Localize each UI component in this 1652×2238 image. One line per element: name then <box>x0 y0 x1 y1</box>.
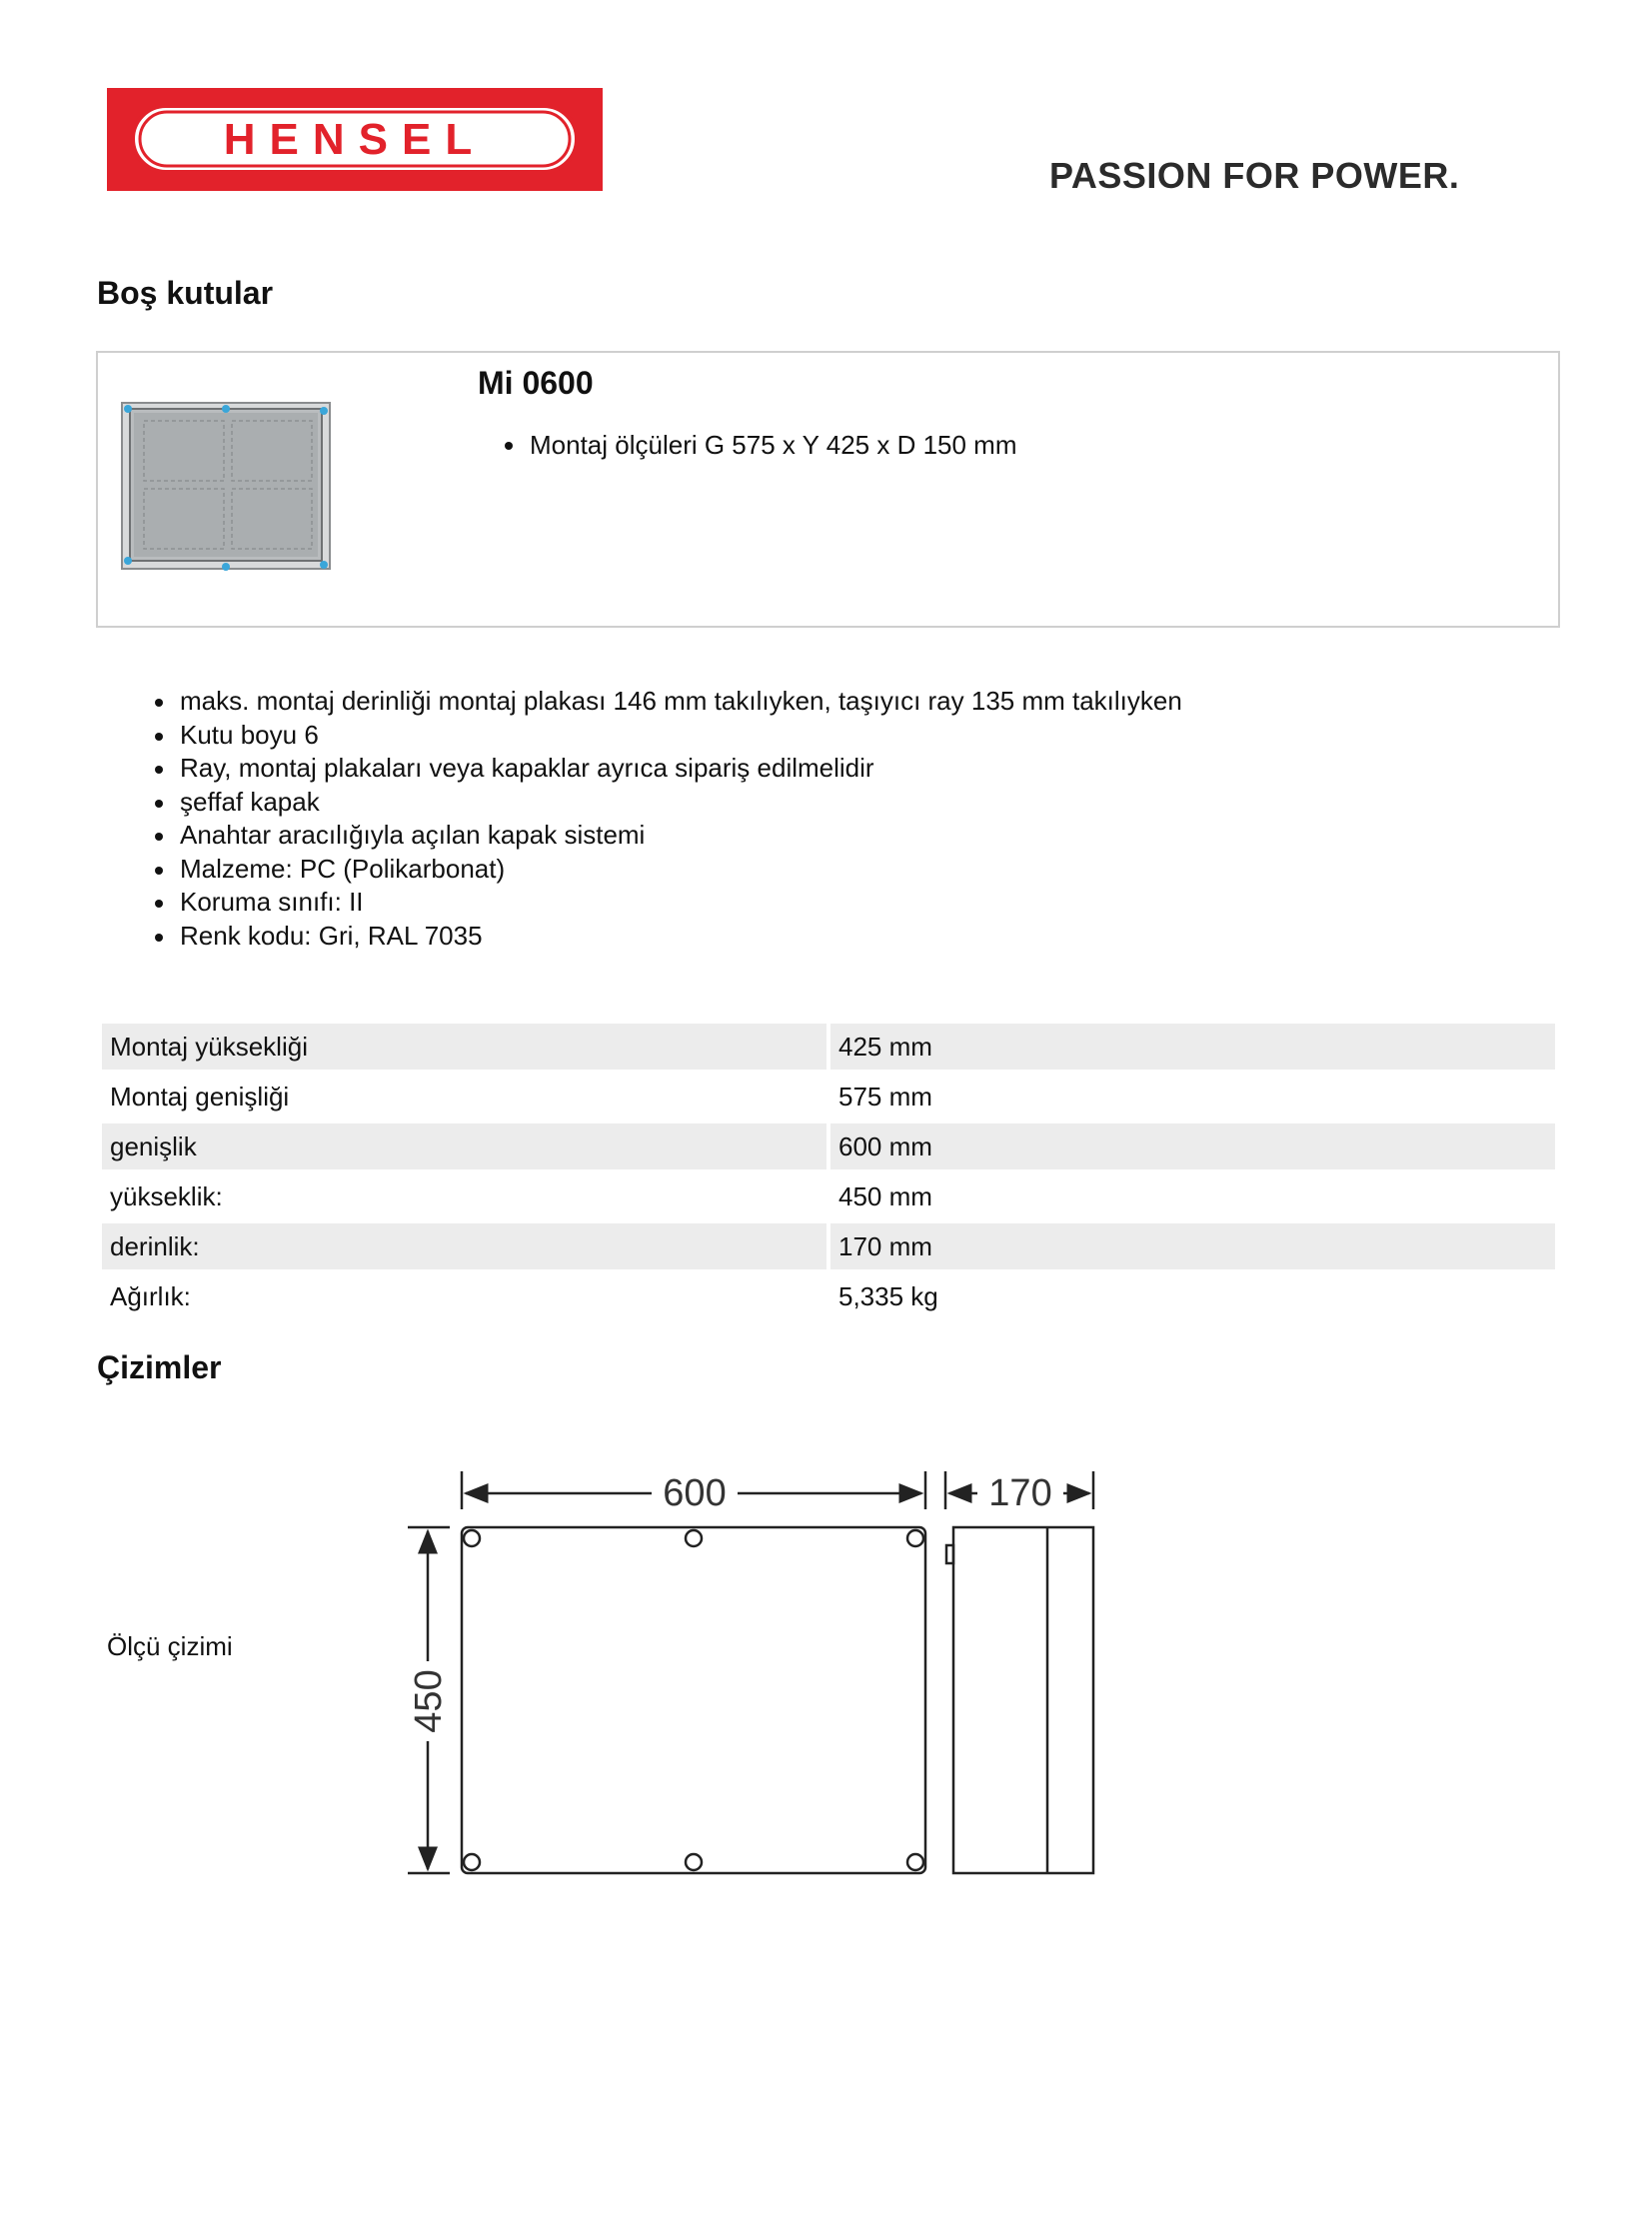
feature-item: Ray, montaj plakaları veya kapaklar ayrıca sipariş edilmelidir <box>180 752 1182 786</box>
table-row <box>102 1074 1555 1119</box>
spec-label: Montaj genişliği <box>110 1081 290 1112</box>
table-row <box>102 1123 1555 1169</box>
spec-label: Ağırlık: <box>110 1280 191 1311</box>
spec-label: yükseklik: <box>110 1180 223 1211</box>
spec-label: genişlik <box>102 1123 826 1169</box>
dimension-height-label: 450 <box>408 1669 450 1733</box>
feature-item: Anahtar aracılığıyla açılan kapak sistemi <box>180 819 1182 853</box>
product-image <box>120 401 332 573</box>
product-bullet-list <box>530 428 1049 462</box>
table-row <box>102 1273 1555 1319</box>
feature-item: Kutu boyu 6 <box>180 719 1182 753</box>
product-card <box>96 351 1560 628</box>
table-row <box>102 1173 1555 1219</box>
feature-item: Malzeme: PC (Polikarbonat) <box>180 853 1182 887</box>
section-title-empty-boxes: Boş kutular <box>97 275 274 311</box>
product-bullet: Montaj ölçüleri G 575 x Y 425 x D 150 mm <box>530 428 1049 462</box>
spec-label: Montaj yüksekliği <box>102 1024 826 1070</box>
section-title-drawings: Çizimler <box>97 1349 222 1385</box>
dimension-drawing <box>400 1461 1119 1901</box>
logo-text: HENSEL <box>223 115 487 164</box>
feature-item: Renk kodu: Gri, RAL 7035 <box>180 920 1182 954</box>
spec-value: 575 mm <box>838 1081 932 1112</box>
feature-item: maks. montaj derinliği montaj plakası 146 mm takılıyken, taşıyıcı ray 135 mm takılıyken <box>180 685 1182 719</box>
spec-value: 600 mm <box>830 1123 1555 1169</box>
spec-label: derinlik: <box>102 1223 826 1269</box>
product-name: Mi 0600 <box>478 365 594 401</box>
feature-item: şeffaf kapak <box>180 786 1182 820</box>
drawing-label: Ölçü çizimi <box>107 1631 233 1661</box>
table-row <box>102 1024 1555 1070</box>
spec-value: 170 mm <box>830 1223 1555 1269</box>
dimension-width-label: 600 <box>663 1472 727 1514</box>
table-row <box>102 1223 1555 1269</box>
spec-value: 425 mm <box>830 1024 1555 1070</box>
feature-list <box>180 685 1182 953</box>
slogan: PASSION FOR POWER. <box>1049 155 1460 196</box>
specs-table <box>98 1020 1559 1323</box>
spec-value: 450 mm <box>838 1180 932 1211</box>
spec-value: 5,335 kg <box>838 1280 938 1311</box>
hensel-logo <box>107 88 603 191</box>
feature-item: Koruma sınıfı: II <box>180 886 1182 920</box>
dimension-depth-label: 170 <box>988 1472 1052 1514</box>
